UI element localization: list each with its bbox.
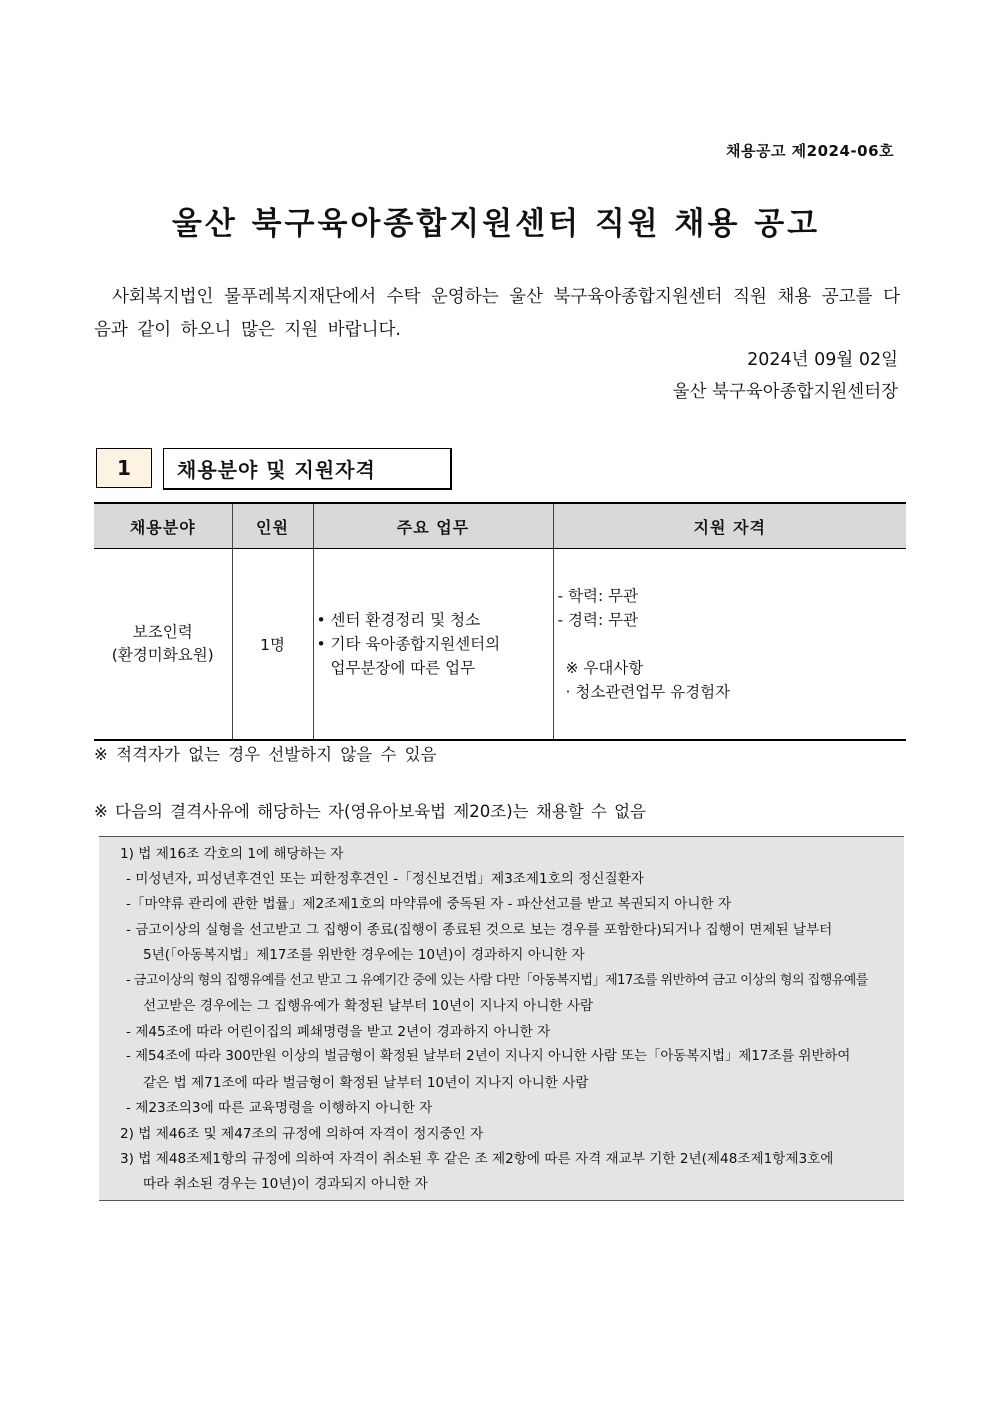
qual-education: - 학력: 무관 (557, 587, 639, 605)
duty-text: 기타 육아종합지원센터의 (330, 635, 501, 653)
section-title: 채용분야 및 지원자격 (163, 448, 452, 490)
list-item: -「마약류 관리에 관한 법률」제2조제1호의 마약류에 중독된 자 - 파산선고를 받고 복권되지 아니한 자 (126, 896, 732, 912)
disqualification-box (99, 836, 904, 1201)
table-row (94, 549, 906, 741)
bullet-icon: • (316, 635, 326, 653)
list-item: 3) 법 제48조제1항의 규정에 의하여 자격이 취소된 후 같은 조 제2항에 따른 자격 재교부 기한 2년(제48조제1항제3호에 (120, 1151, 834, 1167)
duty-text: 업무분장에 따른 업무 (330, 659, 476, 677)
qual-experience: - 경력: 무관 (557, 611, 639, 629)
preference-heading: ※ 우대사항 (565, 659, 644, 677)
header-qualifications: 지원 자격 (553, 503, 906, 549)
list-item: 따라 취소된 경우는 10년)이 경과되지 아니한 자 (143, 1176, 428, 1192)
list-item: - 제23조의3에 따른 교육명령을 이행하지 아니한 자 (126, 1100, 433, 1116)
duty-item (317, 608, 552, 632)
cell-duties (313, 549, 553, 741)
list-item: - 미성년자, 피성년후견인 또는 피한정후견인 -「정신보건법」제3조제1호의 정신질환자 (126, 871, 644, 887)
list-item: 5년(「아동복지법」제17조를 위반한 경우에는 10년)이 경과하지 아니한 자 (143, 947, 585, 963)
field-name: 보조인력 (132, 623, 193, 641)
cell-qualifications (553, 549, 906, 741)
issuer: 울산 북구육아종합지원센터장 (672, 382, 898, 402)
header-duties: 주요 업무 (313, 503, 553, 549)
list-item: - 금고이상의 실형을 선고받고 그 집행이 종료(집행이 종료된 것으로 보는 경우를 포함한다)되거나 집행이 면제된 날부터 (126, 922, 833, 938)
header-field: 채용분야 (94, 503, 232, 549)
bullet-spacer (317, 656, 331, 680)
duty-text: 센터 환경정리 및 청소 (330, 611, 481, 629)
recruitment-table (94, 502, 906, 741)
list-item: - 금고이상의 형의 집행유예를 선고 받고 그 유예기간 중에 있는 사람 다만「아동복지법」제17조를 위반하여 금고 이상의 형의 집행유예를 (126, 973, 868, 988)
intro-paragraph: 사회복지법인 물푸레복지재단에서 수탁 운영하는 울산 북구육아종합지원센터 직원 채용 공고를 다음과 같이 하오니 많은 지원 바랍니다. (94, 287, 900, 340)
bullet-icon: • (316, 611, 326, 629)
list-item: 같은 법 제71조에 따라 벌금형이 확정된 날부터 10년이 지나지 아니한 사람 (143, 1075, 589, 1091)
preference-item: · 청소관련업무 유경험자 (565, 683, 731, 701)
note-disqualification-intro: ※ 다음의 결격사유에 해당하는 자(영유아보육법 제20조)는 채용할 수 없음 (94, 802, 646, 821)
list-item: 1) 법 제16조 각호의 1에 해당하는 자 (120, 846, 344, 862)
duty-item (317, 656, 552, 680)
header-count: 인원 (232, 503, 313, 549)
list-item: 선고받은 경우에는 그 집행유예가 확정된 날부터 10년이 지나지 아니한 사람 (143, 998, 594, 1014)
list-item: - 제54조에 따라 300만원 이상의 벌금형이 확정된 날부터 2년이 지나지 아니한 사람 또는「아동복지법」제17조를 위반하여 (126, 1049, 851, 1064)
list-item: 2) 법 제46조 및 제47조의 규정에 의하여 자격이 정지중인 자 (120, 1126, 484, 1142)
spacer (558, 632, 906, 656)
page-title: 울산 북구육아종합지원센터 직원 채용 공고 (171, 206, 821, 242)
list-item: - 제45조에 따라 어린이집의 폐쇄명령을 받고 2년이 경과하지 아니한 자 (126, 1024, 551, 1040)
notice-date: 2024년 09월 02일 (747, 350, 898, 370)
notice-number: 채용공고 제2024-06호 (725, 142, 894, 160)
field-subname: (환경미화요원) (111, 646, 214, 664)
note-no-qualified: ※ 적격자가 없는 경우 선발하지 않을 수 있음 (94, 745, 437, 764)
cell-count: 1명 (232, 549, 313, 741)
duty-item (317, 632, 552, 656)
cell-field (94, 549, 232, 741)
table-header-row (94, 503, 906, 549)
section-number: 1 (96, 448, 152, 488)
